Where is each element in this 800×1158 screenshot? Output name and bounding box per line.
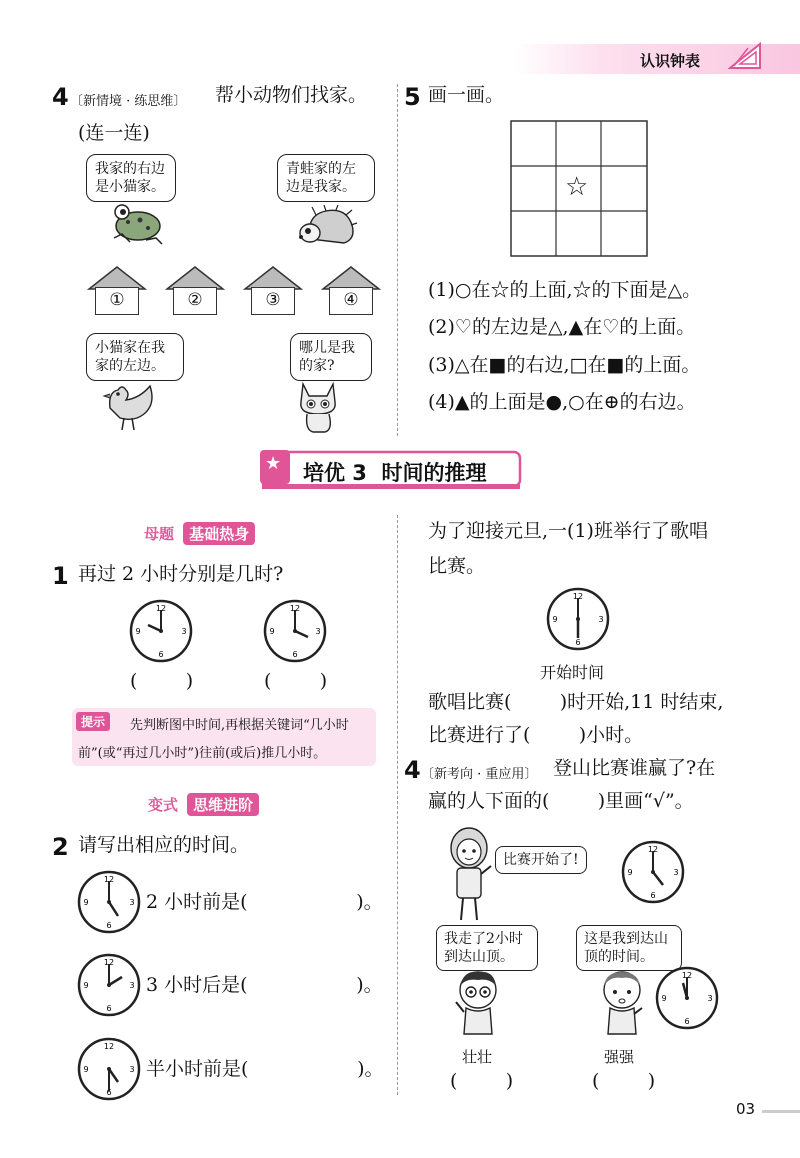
question-text: 请写出相应的时间。: [78, 834, 250, 856]
speech-bubble-cat: 哪儿是我的家?: [290, 333, 372, 381]
column-divider-top: [397, 84, 398, 436]
q2-row-1: 2 小时前是( )。: [146, 891, 383, 913]
teacher-illustration: [443, 826, 495, 922]
clock-icon-q1-b: [262, 598, 328, 664]
tip-label: 提示: [76, 712, 110, 731]
q4b-line-1: 登山比赛谁赢了?在: [553, 757, 716, 779]
svg-text:12: 12: [103, 1042, 115, 1051]
section-title: 培优 3 时间的推理: [303, 461, 487, 485]
house-label: ①: [95, 287, 139, 315]
svg-text:9: 9: [83, 1065, 89, 1074]
svg-text:3: 3: [129, 981, 135, 990]
clock-icon-q2-a: [76, 869, 142, 935]
svg-text:3: 3: [707, 994, 713, 1003]
svg-text:6: 6: [158, 650, 164, 659]
house-label: ②: [173, 287, 217, 315]
question-number: 4: [52, 83, 69, 111]
speech-bubble-rooster: 小猫家在我家的左边。: [86, 333, 184, 381]
story-line-4: 比赛进行了( )小时。: [428, 724, 644, 746]
question-number: 4: [404, 756, 421, 784]
svg-text:9: 9: [552, 615, 558, 624]
variant-label: 变式: [148, 796, 179, 814]
answer-blank-zhuangzhuang[interactable]: ( ): [450, 1070, 514, 1092]
q5-item-3: (3)△在■的右边,□在■的上面。: [428, 354, 701, 376]
svg-text:6: 6: [684, 1017, 690, 1026]
svg-text:9: 9: [627, 868, 633, 877]
house-label: ④: [329, 287, 373, 315]
clock-icon-qiangqiang: [654, 965, 720, 1031]
svg-text:6: 6: [650, 891, 656, 900]
mother-label: 母题: [144, 525, 175, 543]
svg-text:6: 6: [292, 650, 298, 659]
svg-text:6: 6: [106, 1004, 112, 1013]
boy-qiangqiang-illustration: [594, 968, 650, 1044]
svg-text:9: 9: [661, 994, 667, 1003]
hedgehog-illustration: [296, 205, 358, 247]
story-line-2: 比赛。: [428, 555, 486, 577]
page-number: 03: [736, 1100, 756, 1118]
svg-text:3: 3: [129, 1065, 135, 1074]
page-number-rule: [762, 1110, 800, 1113]
column-divider-bottom: [397, 515, 398, 1095]
svg-text:9: 9: [269, 627, 275, 636]
story-line-1: 为了迎接元旦,一(1)班举行了歌唱: [428, 520, 708, 542]
svg-text:12: 12: [103, 875, 115, 884]
chapter-title: 认识钟表: [640, 52, 701, 70]
q5-item-1: (1)○在☆的上面,☆的下面是△。: [428, 279, 702, 301]
mother-tag: 基础热身: [183, 522, 255, 545]
question-number: 1: [52, 562, 69, 590]
q5-item-2: (2)♡的左边是△,▲在♡的上面。: [428, 316, 696, 338]
svg-text:12: 12: [155, 604, 167, 613]
svg-text:3: 3: [129, 898, 135, 907]
q4b-line-2: 赢的人下面的( )里画“√”。: [428, 790, 694, 812]
speech-bubble-frog: 我家的右边是小猫家。: [86, 154, 176, 202]
boy-zhuangzhuang-illustration: [450, 968, 506, 1044]
mother-label-row: [144, 522, 255, 545]
question-number: 2: [52, 833, 69, 861]
svg-text:12: 12: [647, 845, 659, 854]
svg-text:9: 9: [83, 898, 89, 907]
svg-text:9: 9: [83, 981, 89, 990]
clock-caption: 开始时间: [540, 663, 605, 682]
question-tag: 〔新考向 · 重应用〕: [421, 767, 538, 782]
q2-row-2: 3 小时后是( )。: [146, 974, 383, 996]
story-line-3: 歌唱比赛( )时开始,11 时结束,: [428, 691, 724, 713]
q2-row-3: 半小时前是( )。: [146, 1058, 384, 1080]
speech-bubble-boy2: 这是我到达山顶的时间。: [576, 925, 682, 971]
svg-text:3: 3: [315, 627, 321, 636]
clock-icon-q2-c: [76, 1036, 142, 1102]
frog-illustration: [108, 198, 166, 246]
variant-label-row: [148, 793, 259, 816]
boy2-name: 强强: [604, 1048, 635, 1066]
svg-text:3: 3: [673, 868, 679, 877]
svg-text:3: 3: [181, 627, 187, 636]
boy1-name: 壮壮: [462, 1048, 493, 1066]
question-text: 再过 2 小时分别是几时?: [78, 563, 284, 585]
svg-text:12: 12: [681, 971, 693, 980]
banner-star-icon: ★: [265, 453, 282, 474]
svg-text:12: 12: [103, 958, 115, 967]
question-number: 5: [404, 83, 421, 111]
svg-text:6: 6: [106, 1088, 112, 1097]
answer-blank[interactable]: ( ): [264, 670, 328, 692]
question-title: 帮小动物们找家。: [215, 84, 368, 106]
tip-line-1: 先判断图中时间,再根据关键词“几小时: [130, 718, 349, 733]
svg-text:3: 3: [598, 615, 604, 624]
tip-line-2: 前”(或“再过几小时”)往前(或后)推几小时。: [78, 746, 327, 761]
question-title: 画一画。: [428, 84, 505, 106]
clock-icon-start-time: [545, 586, 611, 652]
speech-bubble-hedgehog: 青蛙家的左边是我家。: [277, 154, 375, 202]
clock-icon-q1-a: [128, 598, 194, 664]
triangle-ruler-icon: [728, 40, 764, 70]
cat-illustration: [295, 378, 341, 434]
svg-text:6: 6: [106, 921, 112, 930]
house-label: ③: [251, 287, 295, 315]
answer-blank[interactable]: ( ): [130, 670, 194, 692]
variant-tag: 思维进阶: [187, 793, 259, 816]
question-note: (连一连): [78, 122, 150, 144]
svg-text:12: 12: [289, 604, 301, 613]
speech-bubble-boy1: 我走了2小时到达山顶。: [436, 925, 538, 971]
svg-text:9: 9: [135, 627, 141, 636]
rooster-illustration: [100, 378, 158, 432]
question-tag: 〔新情境 · 练思维〕: [70, 94, 187, 109]
star-icon: ☆: [565, 172, 589, 202]
answer-blank-qiangqiang[interactable]: ( ): [592, 1070, 656, 1092]
svg-text:6: 6: [575, 638, 581, 647]
clock-icon-race-start: [620, 839, 686, 905]
q5-item-4: (4)▲的上面是●,○在⊕的右边。: [428, 391, 696, 413]
svg-text:12: 12: [572, 592, 584, 601]
speech-bubble-teacher: 比赛开始了!: [495, 846, 587, 874]
clock-icon-q2-b: [76, 952, 142, 1018]
